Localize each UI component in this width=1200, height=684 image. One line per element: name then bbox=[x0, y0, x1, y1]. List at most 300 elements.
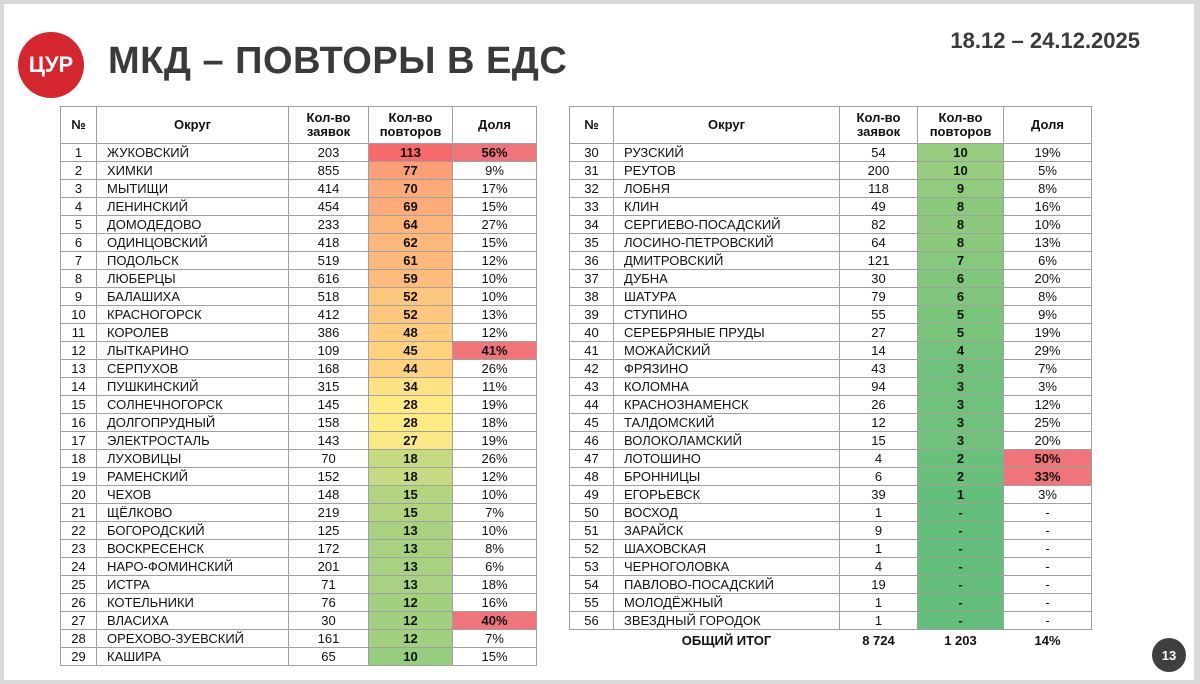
table-row bbox=[61, 180, 537, 198]
share-value: 8% bbox=[1004, 180, 1092, 198]
share-value: 10% bbox=[1004, 216, 1092, 234]
row-num: 56 bbox=[570, 612, 614, 630]
repeats-count: 13 bbox=[369, 558, 453, 576]
repeats-count: 28 bbox=[369, 414, 453, 432]
requests-count: 54 bbox=[840, 144, 918, 162]
requests-count: 109 bbox=[289, 342, 369, 360]
table-row bbox=[570, 252, 1092, 270]
requests-count: 26 bbox=[840, 396, 918, 414]
share-value: 8% bbox=[1004, 288, 1092, 306]
district-name: ВОСХОД bbox=[614, 504, 840, 522]
table-row bbox=[570, 594, 1092, 612]
table-row bbox=[570, 468, 1092, 486]
table-row bbox=[61, 522, 537, 540]
table-row bbox=[570, 450, 1092, 468]
table-row bbox=[570, 198, 1092, 216]
district-name: СЕРПУХОВ bbox=[97, 360, 289, 378]
share-value: 18% bbox=[453, 576, 537, 594]
row-num: 6 bbox=[61, 234, 97, 252]
requests-count: 39 bbox=[840, 486, 918, 504]
requests-count: 76 bbox=[289, 594, 369, 612]
table-row bbox=[61, 234, 537, 252]
district-name: ПОДОЛЬСК bbox=[97, 252, 289, 270]
row-num: 26 bbox=[61, 594, 97, 612]
share-value: 7% bbox=[453, 630, 537, 648]
total-repeats: 1 203 bbox=[944, 632, 977, 648]
share-value: 3% bbox=[1004, 378, 1092, 396]
row-num: 12 bbox=[61, 342, 97, 360]
requests-count: 855 bbox=[289, 162, 369, 180]
share-value: 11% bbox=[453, 378, 537, 396]
district-name: КОТЕЛЬНИКИ bbox=[97, 594, 289, 612]
date-range: 18.12 – 24.12.2025 bbox=[950, 28, 1140, 53]
repeats-count: 28 bbox=[369, 396, 453, 414]
share-value: 8% bbox=[453, 540, 537, 558]
district-name: ЗАРАЙСК bbox=[614, 522, 840, 540]
district-name: МОЖАЙСКИЙ bbox=[614, 342, 840, 360]
district-name: ЛУХОВИЦЫ bbox=[97, 450, 289, 468]
share-value: 41% bbox=[453, 342, 537, 360]
row-num: 46 bbox=[570, 432, 614, 450]
share-value: 15% bbox=[453, 198, 537, 216]
share-value: 19% bbox=[1004, 144, 1092, 162]
col-header-requests: Кол-во заявок bbox=[289, 107, 369, 144]
share-value: 25% bbox=[1004, 414, 1092, 432]
share-value: - bbox=[1004, 540, 1092, 558]
district-name: ЛЕНИНСКИЙ bbox=[97, 198, 289, 216]
row-num: 1 bbox=[61, 144, 97, 162]
repeats-count: 62 bbox=[369, 234, 453, 252]
row-num: 36 bbox=[570, 252, 614, 270]
row-num: 44 bbox=[570, 396, 614, 414]
requests-count: 145 bbox=[289, 396, 369, 414]
requests-count: 30 bbox=[289, 612, 369, 630]
requests-count: 519 bbox=[289, 252, 369, 270]
repeats-count: 34 bbox=[369, 378, 453, 396]
table-row bbox=[61, 540, 537, 558]
row-num: 55 bbox=[570, 594, 614, 612]
repeats-count: 3 bbox=[918, 432, 1004, 450]
row-num: 54 bbox=[570, 576, 614, 594]
district-name: ПУШКИНСКИЙ bbox=[97, 378, 289, 396]
district-name: КРАСНОГОРСК bbox=[97, 306, 289, 324]
requests-count: 219 bbox=[289, 504, 369, 522]
requests-count: 12 bbox=[840, 414, 918, 432]
repeats-count: 3 bbox=[918, 360, 1004, 378]
requests-count: 43 bbox=[840, 360, 918, 378]
share-value: 17% bbox=[453, 180, 537, 198]
district-name: ВЛАСИХА bbox=[97, 612, 289, 630]
row-num: 3 bbox=[61, 180, 97, 198]
district-name: БРОННИЦЫ bbox=[614, 468, 840, 486]
requests-count: 386 bbox=[289, 324, 369, 342]
requests-count: 82 bbox=[840, 216, 918, 234]
requests-count: 418 bbox=[289, 234, 369, 252]
requests-count: 412 bbox=[289, 306, 369, 324]
district-name: ЧЕХОВ bbox=[97, 486, 289, 504]
cur-logo: ЦУР bbox=[18, 32, 84, 98]
repeats-count: 8 bbox=[918, 234, 1004, 252]
district-name: СЕРЕБРЯНЫЕ ПРУДЫ bbox=[614, 324, 840, 342]
share-value: - bbox=[1004, 576, 1092, 594]
repeats-count: 59 bbox=[369, 270, 453, 288]
repeats-count: 45 bbox=[369, 342, 453, 360]
table-row bbox=[570, 162, 1092, 180]
repeats-count: 18 bbox=[369, 450, 453, 468]
share-value: 10% bbox=[453, 486, 537, 504]
row-num: 37 bbox=[570, 270, 614, 288]
row-num: 42 bbox=[570, 360, 614, 378]
repeats-count: 48 bbox=[369, 324, 453, 342]
share-value: 13% bbox=[453, 306, 537, 324]
row-num: 25 bbox=[61, 576, 97, 594]
share-value: 5% bbox=[1004, 162, 1092, 180]
share-value: 33% bbox=[1004, 468, 1092, 486]
table-row bbox=[570, 504, 1092, 522]
row-num: 38 bbox=[570, 288, 614, 306]
total-share: 14% bbox=[1034, 632, 1061, 648]
table-row bbox=[570, 360, 1092, 378]
col-header-requests: Кол-во заявок bbox=[840, 107, 918, 144]
table-row bbox=[61, 558, 537, 576]
repeats-count: 3 bbox=[918, 396, 1004, 414]
share-value: 29% bbox=[1004, 342, 1092, 360]
row-num: 27 bbox=[61, 612, 97, 630]
share-value: 9% bbox=[453, 162, 537, 180]
row-num: 52 bbox=[570, 540, 614, 558]
row-num: 4 bbox=[61, 198, 97, 216]
repeats-count: 5 bbox=[918, 324, 1004, 342]
repeats-count: 10 bbox=[918, 162, 1004, 180]
requests-count: 1 bbox=[840, 612, 918, 630]
repeats-count: 44 bbox=[369, 360, 453, 378]
district-name: ОРЕХОВО-ЗУЕВСКИЙ bbox=[97, 630, 289, 648]
requests-count: 4 bbox=[840, 450, 918, 468]
total-requests: 8 724 bbox=[862, 632, 895, 648]
district-name: СТУПИНО bbox=[614, 306, 840, 324]
row-num: 17 bbox=[61, 432, 97, 450]
repeats-count: 12 bbox=[369, 594, 453, 612]
district-name: ФРЯЗИНО bbox=[614, 360, 840, 378]
table-row bbox=[570, 432, 1092, 450]
table-row bbox=[61, 414, 537, 432]
share-value: 20% bbox=[1004, 270, 1092, 288]
district-name: КАШИРА bbox=[97, 648, 289, 666]
table-row bbox=[570, 234, 1092, 252]
share-value: - bbox=[1004, 612, 1092, 630]
table-row bbox=[570, 612, 1092, 630]
table-row bbox=[570, 486, 1092, 504]
total-label: ОБЩИЙ ИТОГ bbox=[681, 632, 772, 648]
row-num: 43 bbox=[570, 378, 614, 396]
row-num: 51 bbox=[570, 522, 614, 540]
repeats-count: 8 bbox=[918, 198, 1004, 216]
share-value: 16% bbox=[453, 594, 537, 612]
row-num: 21 bbox=[61, 504, 97, 522]
table-row bbox=[570, 576, 1092, 594]
table-row bbox=[570, 414, 1092, 432]
table-row bbox=[570, 522, 1092, 540]
share-value: 13% bbox=[1004, 234, 1092, 252]
district-name: ЭЛЕКТРОСТАЛЬ bbox=[97, 432, 289, 450]
page-number-badge: 13 bbox=[1152, 638, 1186, 672]
district-name: ЛЮБЕРЦЫ bbox=[97, 270, 289, 288]
requests-count: 1 bbox=[840, 594, 918, 612]
row-num: 53 bbox=[570, 558, 614, 576]
table-row bbox=[570, 378, 1092, 396]
repeats-count: 64 bbox=[369, 216, 453, 234]
requests-count: 118 bbox=[840, 180, 918, 198]
share-value: 50% bbox=[1004, 450, 1092, 468]
district-name: ВОЛОКОЛАМСКИЙ bbox=[614, 432, 840, 450]
district-name: ДМИТРОВСКИЙ bbox=[614, 252, 840, 270]
row-num: 35 bbox=[570, 234, 614, 252]
repeats-count: 18 bbox=[369, 468, 453, 486]
district-name: ЧЕРНОГОЛОВКА bbox=[614, 558, 840, 576]
row-num: 32 bbox=[570, 180, 614, 198]
district-name: РУЗСКИЙ bbox=[614, 144, 840, 162]
district-name: ЕГОРЬЕВСК bbox=[614, 486, 840, 504]
district-name: ИСТРА bbox=[97, 576, 289, 594]
table-row bbox=[61, 630, 537, 648]
requests-count: 55 bbox=[840, 306, 918, 324]
requests-count: 168 bbox=[289, 360, 369, 378]
district-name: КОРОЛЕВ bbox=[97, 324, 289, 342]
district-name: РАМЕНСКИЙ bbox=[97, 468, 289, 486]
row-num: 45 bbox=[570, 414, 614, 432]
col-header-share: Доля bbox=[453, 107, 537, 144]
repeats-count: 77 bbox=[369, 162, 453, 180]
requests-count: 94 bbox=[840, 378, 918, 396]
row-num: 7 bbox=[61, 252, 97, 270]
repeats-count: 2 bbox=[918, 468, 1004, 486]
repeats-count: - bbox=[918, 594, 1004, 612]
repeats-count: 6 bbox=[918, 270, 1004, 288]
repeats-count: - bbox=[918, 540, 1004, 558]
row-num: 34 bbox=[570, 216, 614, 234]
repeats-count: 8 bbox=[918, 216, 1004, 234]
requests-count: 4 bbox=[840, 558, 918, 576]
share-value: 26% bbox=[453, 450, 537, 468]
table-row bbox=[61, 432, 537, 450]
district-name: ПАВЛОВО-ПОСАДСКИЙ bbox=[614, 576, 840, 594]
table-row bbox=[61, 360, 537, 378]
share-value: 7% bbox=[453, 504, 537, 522]
col-header-num: № bbox=[61, 107, 97, 144]
requests-count: 1 bbox=[840, 504, 918, 522]
table-row bbox=[61, 504, 537, 522]
repeats-count: 113 bbox=[369, 144, 453, 162]
table-row bbox=[61, 612, 537, 630]
table-row bbox=[61, 468, 537, 486]
table-row bbox=[61, 216, 537, 234]
district-name: БАЛАШИХА bbox=[97, 288, 289, 306]
repeats-count: 6 bbox=[918, 288, 1004, 306]
row-num: 39 bbox=[570, 306, 614, 324]
col-header-repeats: Кол-во повторов bbox=[918, 107, 1004, 144]
repeats-count: - bbox=[918, 612, 1004, 630]
table-row bbox=[570, 288, 1092, 306]
district-name: ТАЛДОМСКИЙ bbox=[614, 414, 840, 432]
share-value: - bbox=[1004, 522, 1092, 540]
repeats-count: 7 bbox=[918, 252, 1004, 270]
col-header-repeats: Кол-во повторов bbox=[369, 107, 453, 144]
share-value: - bbox=[1004, 558, 1092, 576]
share-value: 10% bbox=[453, 270, 537, 288]
row-num: 5 bbox=[61, 216, 97, 234]
table-header-row bbox=[570, 107, 1092, 144]
district-name: ДОЛГОПРУДНЫЙ bbox=[97, 414, 289, 432]
table-header-row bbox=[61, 107, 537, 144]
requests-count: 64 bbox=[840, 234, 918, 252]
requests-count: 71 bbox=[289, 576, 369, 594]
share-value: 15% bbox=[453, 648, 537, 666]
requests-count: 125 bbox=[289, 522, 369, 540]
table-row bbox=[570, 306, 1092, 324]
district-name: ДОМОДЕДОВО bbox=[97, 216, 289, 234]
districts-table-left bbox=[60, 106, 537, 666]
district-name: КОЛОМНА bbox=[614, 378, 840, 396]
requests-count: 14 bbox=[840, 342, 918, 360]
col-header-district: Округ bbox=[614, 107, 840, 144]
district-name: КЛИН bbox=[614, 198, 840, 216]
table-row bbox=[570, 144, 1092, 162]
row-num: 18 bbox=[61, 450, 97, 468]
district-name: ЛЫТКАРИНО bbox=[97, 342, 289, 360]
row-num: 20 bbox=[61, 486, 97, 504]
share-value: 9% bbox=[1004, 306, 1092, 324]
row-num: 14 bbox=[61, 378, 97, 396]
requests-count: 233 bbox=[289, 216, 369, 234]
requests-count: 19 bbox=[840, 576, 918, 594]
share-value: 6% bbox=[1004, 252, 1092, 270]
requests-count: 121 bbox=[840, 252, 918, 270]
share-value: 10% bbox=[453, 288, 537, 306]
requests-count: 203 bbox=[289, 144, 369, 162]
share-value: 26% bbox=[453, 360, 537, 378]
requests-count: 15 bbox=[840, 432, 918, 450]
requests-count: 315 bbox=[289, 378, 369, 396]
repeats-count: 13 bbox=[369, 540, 453, 558]
repeats-count: 13 bbox=[369, 522, 453, 540]
row-num: 8 bbox=[61, 270, 97, 288]
district-name: МЫТИЩИ bbox=[97, 180, 289, 198]
repeats-count: 10 bbox=[369, 648, 453, 666]
requests-count: 172 bbox=[289, 540, 369, 558]
table-row bbox=[61, 648, 537, 666]
district-name: ДУБНА bbox=[614, 270, 840, 288]
repeats-count: 52 bbox=[369, 288, 453, 306]
table-row bbox=[570, 396, 1092, 414]
row-num: 24 bbox=[61, 558, 97, 576]
requests-count: 70 bbox=[289, 450, 369, 468]
table-row bbox=[61, 144, 537, 162]
table-row bbox=[61, 270, 537, 288]
table-row bbox=[61, 576, 537, 594]
row-num: 31 bbox=[570, 162, 614, 180]
requests-count: 161 bbox=[289, 630, 369, 648]
repeats-count: 52 bbox=[369, 306, 453, 324]
share-value: 20% bbox=[1004, 432, 1092, 450]
repeats-count: 15 bbox=[369, 486, 453, 504]
row-num: 40 bbox=[570, 324, 614, 342]
share-value: 16% bbox=[1004, 198, 1092, 216]
repeats-count: - bbox=[918, 558, 1004, 576]
row-num: 11 bbox=[61, 324, 97, 342]
district-name: БОГОРОДСКИЙ bbox=[97, 522, 289, 540]
repeats-count: 13 bbox=[369, 576, 453, 594]
repeats-count: 2 bbox=[918, 450, 1004, 468]
share-value: 12% bbox=[453, 252, 537, 270]
requests-count: 6 bbox=[840, 468, 918, 486]
table-row bbox=[61, 162, 537, 180]
repeats-count: 70 bbox=[369, 180, 453, 198]
table-row bbox=[570, 558, 1092, 576]
table-row bbox=[570, 324, 1092, 342]
district-name: РЕУТОВ bbox=[614, 162, 840, 180]
table-row bbox=[61, 306, 537, 324]
district-name: ЛОБНЯ bbox=[614, 180, 840, 198]
row-num: 15 bbox=[61, 396, 97, 414]
col-header-num: № bbox=[570, 107, 614, 144]
row-num: 29 bbox=[61, 648, 97, 666]
share-value: - bbox=[1004, 504, 1092, 522]
row-num: 48 bbox=[570, 468, 614, 486]
requests-count: 9 bbox=[840, 522, 918, 540]
table-row bbox=[61, 252, 537, 270]
requests-count: 1 bbox=[840, 540, 918, 558]
district-name: ЛОСИНО-ПЕТРОВСКИЙ bbox=[614, 234, 840, 252]
row-num: 9 bbox=[61, 288, 97, 306]
table-row bbox=[61, 288, 537, 306]
repeats-count: 1 bbox=[918, 486, 1004, 504]
repeats-count: 12 bbox=[369, 612, 453, 630]
table-row bbox=[61, 198, 537, 216]
table-row bbox=[570, 540, 1092, 558]
share-value: 3% bbox=[1004, 486, 1092, 504]
col-header-district: Округ bbox=[97, 107, 289, 144]
district-name: СЕРГИЕВО-ПОСАДСКИЙ bbox=[614, 216, 840, 234]
district-name: ЛОТОШИНО bbox=[614, 450, 840, 468]
district-name: ВОСКРЕСЕНСК bbox=[97, 540, 289, 558]
districts-table-right bbox=[569, 106, 1092, 650]
row-num: 28 bbox=[61, 630, 97, 648]
share-value: 56% bbox=[453, 144, 537, 162]
requests-count: 79 bbox=[840, 288, 918, 306]
share-value: 40% bbox=[453, 612, 537, 630]
table-row bbox=[570, 180, 1092, 198]
requests-count: 454 bbox=[289, 198, 369, 216]
requests-count: 518 bbox=[289, 288, 369, 306]
repeats-count: 27 bbox=[369, 432, 453, 450]
share-value: 19% bbox=[453, 396, 537, 414]
requests-count: 148 bbox=[289, 486, 369, 504]
table-row bbox=[61, 342, 537, 360]
share-value: 19% bbox=[1004, 324, 1092, 342]
repeats-count: 4 bbox=[918, 342, 1004, 360]
row-num: 47 bbox=[570, 450, 614, 468]
page-title: МКД – ПОВТОРЫ В ЕДС bbox=[108, 40, 568, 82]
requests-count: 616 bbox=[289, 270, 369, 288]
repeats-count: - bbox=[918, 504, 1004, 522]
requests-count: 201 bbox=[289, 558, 369, 576]
share-value: 19% bbox=[453, 432, 537, 450]
requests-count: 30 bbox=[840, 270, 918, 288]
row-num: 30 bbox=[570, 144, 614, 162]
table-row bbox=[61, 324, 537, 342]
table-row bbox=[61, 486, 537, 504]
district-name: НАРО-ФОМИНСКИЙ bbox=[97, 558, 289, 576]
